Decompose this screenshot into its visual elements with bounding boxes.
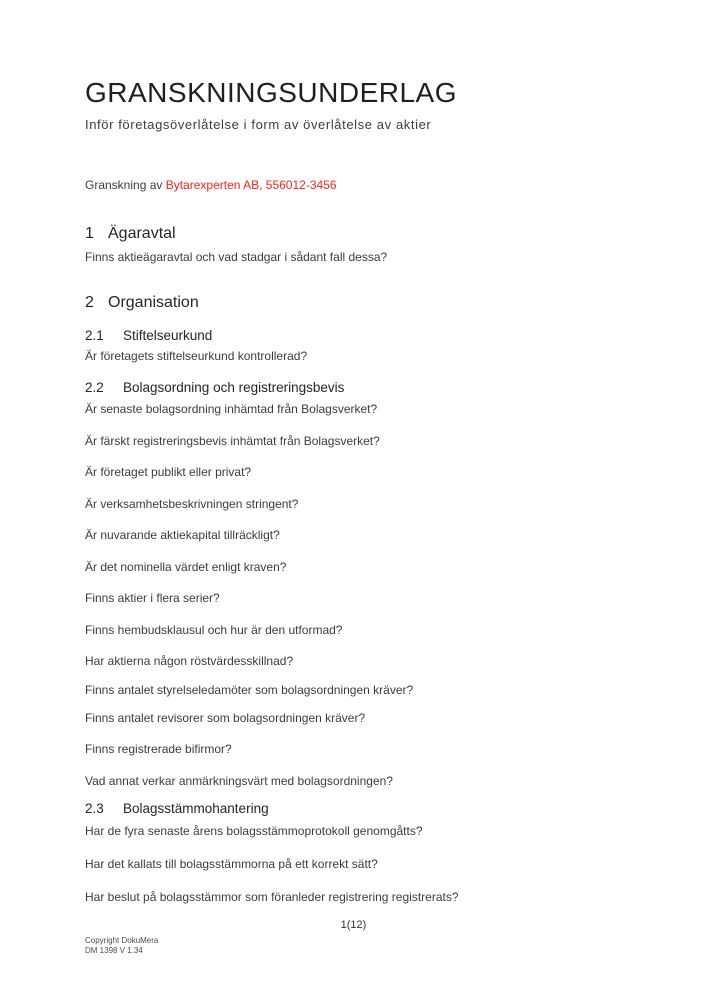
subsection-number: 2.1 [85,328,104,343]
question-text: Finns aktieägaravtal och vad stadgar i sådant fall dessa? [85,250,388,264]
subsection-heading-2-3 [85,800,269,818]
question-text: Finns registrerade bifirmor? [85,742,232,756]
question-text: Finns antalet styrelseledamöter som bolagsordningen kräver? [85,683,414,697]
review-line [85,177,337,193]
subsection-number: 2.3 [85,801,104,816]
section-number: 1 [85,225,94,242]
page-subtitle: Inför företagsöverlåtelse i form av överlåtelse av aktier [85,117,432,132]
question-text: Är nuvarande aktiekapital tillräckligt? [85,528,280,542]
page-number: 1(12) [340,919,367,931]
question-text: Är det nominella värdet enligt kraven? [85,560,287,574]
question-text: Är senaste bolagsordning inhämtad från Bolagsverket? [85,402,378,416]
subsection-title: Bolagsordning och registreringsbevis [123,380,345,395]
page-title: GRANSKNINGSUNDERLAG [85,77,458,108]
question-text: Vad annat verkar anmärkningsvärt med bolagsordningen? [85,774,393,788]
subsection-heading-2-1 [85,327,212,345]
question-text: Är färskt registreringsbevis inhämtat från Bolagsverket? [85,434,380,448]
question-text: Har aktierna någon röstvärdesskillnad? [85,654,294,668]
section-number: 2 [85,294,94,311]
question-text: Finns antalet revisorer som bolagsordningen kräver? [85,711,366,725]
question-text: Har de fyra senaste årens bolagsstämmoprotokoll genomgåtts? [85,824,423,838]
subsection-title: Stiftelseurkund [123,328,213,343]
question-text: Finns hembudsklausul och hur är den utformad? [85,623,343,637]
subsection-number: 2.2 [85,380,104,395]
copyright-block [85,936,158,956]
question-text: Har det kallats till bolagsstämmorna på ett korrekt sätt? [85,857,378,871]
question-text: Är företagets stiftelseurkund kontrollerad? [85,349,308,363]
review-subject: Bytarexperten AB, 556012-3456 [165,178,337,192]
section-heading-2 [85,292,199,314]
subsection-heading-2-2 [85,379,344,397]
document-id: DM 1398 V 1.34 [85,946,143,955]
question-text: Finns aktier i flera serier? [85,591,220,605]
subsection-title: Bolagsstämmohantering [123,801,269,816]
question-text: Har beslut på bolagsstämmor som föranleder registrering registrerats? [85,890,459,904]
question-text: Är företaget publikt eller privat? [85,465,252,479]
copyright-line: Copyright DokuMera [85,936,159,945]
section-heading-1 [85,223,176,245]
section-title: Ägaravtal [108,225,176,242]
review-prefix: Granskning av [85,178,166,192]
section-title: Organisation [108,294,199,311]
question-text: Är verksamhetsbeskrivningen stringent? [85,497,299,511]
